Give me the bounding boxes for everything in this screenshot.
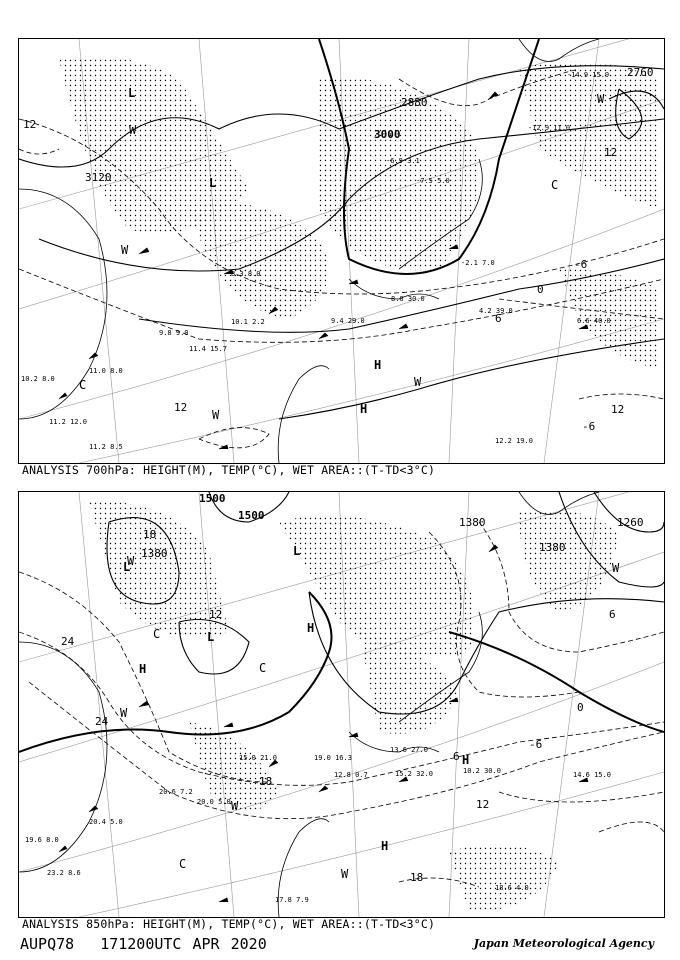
station-value: 12.2 19.0	[495, 437, 533, 445]
chart-850hpa	[18, 491, 665, 918]
temp-label: -6	[582, 420, 596, 433]
station-value: 8.3 8.0	[231, 270, 261, 278]
height-label: 1380	[141, 547, 168, 560]
center-label: H	[462, 753, 470, 767]
height-label: 1500	[238, 509, 265, 522]
temp-label: 12	[23, 118, 37, 131]
temp-label: 18	[143, 528, 157, 541]
center-label: L	[293, 544, 301, 558]
station-value: -14.9 15.9	[567, 71, 610, 79]
center-label: W	[127, 554, 135, 568]
station-value: 11.2 12.0	[49, 418, 87, 426]
station-value: 14.6 15.0	[573, 771, 611, 779]
center-label: L	[123, 560, 131, 574]
height-label: 1380	[459, 516, 486, 529]
bulletin-header	[20, 935, 267, 953]
station-value: 10.2 8.0	[21, 375, 55, 383]
station-value: -7.5 5.0	[416, 177, 450, 185]
station-value: 15.2 32.0	[395, 770, 433, 778]
station-value: 6.6 40.0	[577, 317, 611, 325]
center-label: W	[129, 123, 137, 137]
center-label: H	[381, 839, 389, 853]
caption-700hpa: ANALYSIS 700hPa: HEIGHT(M), TEMP(°C), WET AREA::(T-TD<3°C)	[22, 463, 436, 477]
center-label: C	[259, 661, 267, 675]
center-label: H	[139, 662, 147, 676]
temp-label: -6	[574, 258, 588, 271]
height-label: 1380	[539, 541, 566, 554]
center-label: L	[209, 176, 217, 190]
height-label: 3120	[85, 171, 112, 184]
center-label: C	[551, 178, 559, 192]
temp-label: 12	[476, 798, 490, 811]
station-value: 12.8 0.7	[334, 771, 368, 779]
center-label: W	[414, 375, 422, 389]
temp-label: 12	[611, 403, 625, 416]
center-label: C	[153, 627, 161, 641]
height-label: 2760	[627, 66, 654, 79]
station-value: 11.0 8.0	[89, 367, 123, 375]
temp-label: 12	[604, 146, 618, 159]
temp-label: 6	[495, 312, 502, 325]
station-value: 8.0 30.0	[391, 295, 425, 303]
station-value: 10.2 30.0	[463, 767, 501, 775]
station-value: 20.0 5.0	[197, 798, 231, 806]
station-value: -6.9 3.1	[386, 157, 420, 165]
center-label: W	[341, 867, 349, 881]
station-value: 20.4 5.0	[89, 818, 123, 826]
center-label: H	[360, 402, 368, 416]
height-label: 2880	[401, 96, 428, 109]
wet-areas-850	[89, 502, 619, 912]
map-700	[19, 39, 664, 463]
height-label: 3000	[374, 128, 401, 141]
temp-label: 6	[609, 608, 616, 621]
height-label: 1500	[199, 492, 226, 505]
bulletin-code: AUPQ78	[20, 935, 75, 953]
center-label: W	[597, 92, 605, 106]
station-value: 11.2 8.5	[89, 443, 123, 451]
station-value: 23.2 8.6	[47, 869, 81, 877]
center-label: C	[179, 857, 187, 871]
station-value: -2.1 7.0	[461, 259, 495, 267]
chart-700hpa	[18, 38, 665, 464]
agency-name: Japan Meteorological Agency	[473, 937, 654, 950]
station-value: 13.6 27.0	[390, 746, 428, 754]
valid-time: 171200UTC APR 2020	[100, 935, 267, 953]
station-value: 20.6 7.2	[159, 788, 193, 796]
center-label: L	[207, 630, 215, 644]
temp-label: 24	[95, 715, 109, 728]
center-label: C	[79, 378, 87, 392]
height-label: 1260	[617, 516, 644, 529]
center-label: H	[374, 358, 382, 372]
temp-label: 18	[410, 871, 424, 884]
station-value: 4.2 39.0	[479, 307, 513, 315]
station-value: 10.1 2.2	[231, 318, 265, 326]
center-label: W	[612, 561, 620, 575]
center-label: W	[212, 408, 220, 422]
station-value: -12.9 11.0	[528, 124, 571, 132]
temp-label: -6	[529, 738, 543, 751]
station-value: 18.6 4.0	[495, 884, 529, 892]
station-value: 19.0 16.3	[314, 754, 352, 762]
station-value: 9.8 9.0	[159, 329, 189, 337]
station-value: 9.4 29.0	[331, 317, 365, 325]
center-label: H	[307, 621, 315, 635]
station-value: 15.0 21.0	[239, 754, 277, 762]
center-label: L	[128, 86, 136, 100]
temp-label: 18	[259, 775, 273, 788]
station-value: 11.4 15.7	[189, 345, 227, 353]
temp-label: 12	[209, 608, 223, 621]
center-label: W	[231, 799, 239, 813]
temp-label: 0	[537, 283, 544, 296]
temp-label: 24	[61, 635, 75, 648]
temp-label: 6	[453, 750, 460, 763]
temp-label: 0	[577, 701, 584, 714]
center-label: W	[120, 706, 128, 720]
temp-label: 12	[174, 401, 188, 414]
center-label: W	[121, 243, 129, 257]
caption-850hpa: ANALYSIS 850hPa: HEIGHT(M), TEMP(°C), WET AREA::(T-TD<3°C)	[22, 917, 436, 931]
map-850	[19, 492, 664, 917]
station-value: 19.6 8.0	[25, 836, 59, 844]
station-value: 17.8 7.9	[275, 896, 309, 904]
